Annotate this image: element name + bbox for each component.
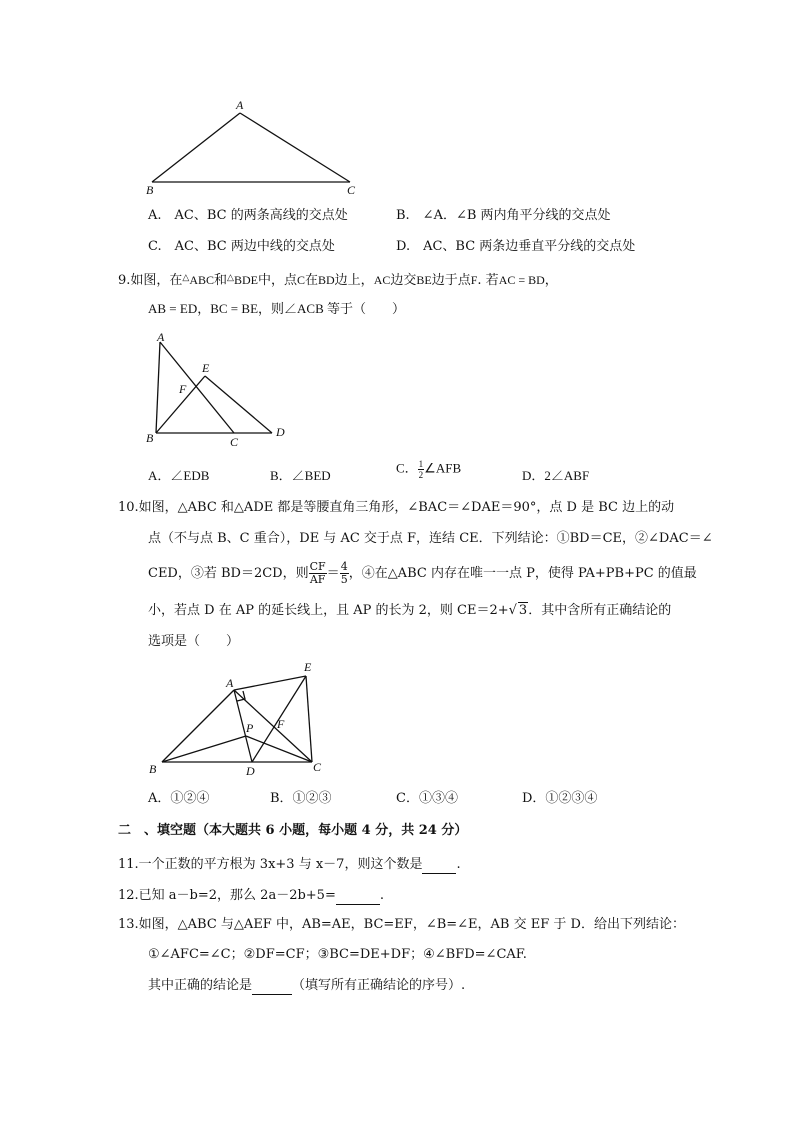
- triangle-icon: △: [182, 272, 190, 282]
- point-label-E: E: [304, 660, 312, 674]
- half-fraction: $\frac{1}{2}$: [418, 459, 424, 480]
- point-label-C: C: [230, 435, 239, 449]
- q13-stem-line2: ①∠AFC=∠C；②DF=CF；③BC=DE+DF；④∠BFD=∠CAF.: [148, 947, 527, 962]
- q10-stem-line1: 10.如图，△ABC 和△ADE 都是等腰直角三角形，∠BAC＝∠DAE＝90°，点 D 是 BC 边上的动: [118, 500, 675, 515]
- q10-option-c: C．①③④: [396, 791, 458, 806]
- point-label-B: B: [146, 183, 154, 197]
- point-label-C: C: [313, 760, 322, 774]
- q9-stem-line1: 9.如图，在△ABC和△BDE中，点C在BD边上，AC边交BE边于点F. 若AC = BD，: [118, 272, 558, 288]
- point-label-D: D: [246, 764, 255, 778]
- q9-option-b: B．∠BED: [270, 468, 331, 483]
- triangle-icon: △: [227, 272, 234, 282]
- q9-option-d: D．2∠ABF: [522, 468, 590, 483]
- q10-stem-line3: CED，③若 BD＝2CD，则 $\frac{CF}{AF}$ ＝ $\frac{4}{5}$ ，④在△ABC 内存在唯一一点 P，使得 PA+PB+PC 的值最: [148, 560, 697, 586]
- point-label-A: A: [226, 676, 234, 690]
- section-2-heading: 二 、填空题（本大题共 6 小题，每小题 4 分，共 24 分）: [118, 823, 468, 838]
- q11: 11.一个正数的平方根为 3x+3 与 x－7，则这个数是 .: [118, 857, 461, 872]
- q8-option-b: B. ∠A．∠B 两内角平分线的交点处: [396, 208, 611, 223]
- segment-AE: [234, 676, 306, 690]
- q10-option-d: D．①②③④: [522, 791, 598, 806]
- q13-stem-line1: 13.如图，△ABC 与△AEF 中，AB=AE，BC=EF，∠B=∠E，AB 交 EF 于 D．给出下列结论：: [118, 917, 685, 932]
- q8-option-d: D. AC、BC 两条边垂直平分线的交点处: [396, 239, 636, 254]
- point-label-P: P: [246, 721, 254, 735]
- fraction-cf-af: $\frac{CF}{AF}$: [309, 560, 326, 586]
- q13-stem-line3: 其中正确的结论是 （填写所有正确结论的序号）.: [148, 978, 466, 993]
- segment-EC: [306, 676, 312, 762]
- q12: 12.已知 a－b=2，那么 2a－2b+5= .: [118, 888, 384, 903]
- sqrt-icon: √: [508, 603, 517, 618]
- point-label-B: B: [146, 431, 154, 445]
- segment-PC: [246, 736, 312, 762]
- point-label-D: D: [276, 425, 285, 439]
- q9-option-c: C． $\frac{1}{2}$ ∠AFB: [396, 459, 462, 480]
- answer-blank: [422, 855, 456, 874]
- q10-stem-line5: 选项是（ ）: [148, 634, 240, 649]
- answer-blank: [252, 976, 292, 995]
- point-label-F: F: [277, 717, 285, 731]
- q9-stem-line2: AB = ED，BC = BE，则∠ACB 等于（ ）: [148, 301, 405, 316]
- fraction-4-5: $\frac{4}{5}$: [340, 560, 348, 586]
- point-label-E: E: [202, 361, 210, 375]
- q8-option-a: A. AC、BC 的两条高线的交点处: [148, 208, 348, 223]
- answer-blank: [336, 886, 380, 905]
- q10-stem-line2: 点（不与点 B、C 重合），DE 与 AC 交于点 F，连结 CE．下列结论：①BD＝CE，②∠DAC＝∠: [148, 531, 713, 546]
- point-label-C: C: [347, 183, 356, 197]
- q10-option-b: B．①②③: [270, 791, 332, 806]
- point-label-B: B: [149, 762, 157, 776]
- q10-stem-line4: 小，若点 D 在 AP 的延长线上，且 AP 的长为 2，则 CE＝2+√ 3．其中含所有正确结论的: [148, 603, 672, 618]
- q9-option-a: A．∠EDB: [148, 468, 210, 483]
- point-label-A: A: [157, 330, 165, 344]
- point-label-F: F: [179, 382, 187, 396]
- point-label-A: A: [236, 98, 244, 112]
- q10-option-a: A．①②④: [148, 791, 210, 806]
- q8-option-c: C. AC、BC 两边中线的交点处: [148, 239, 335, 254]
